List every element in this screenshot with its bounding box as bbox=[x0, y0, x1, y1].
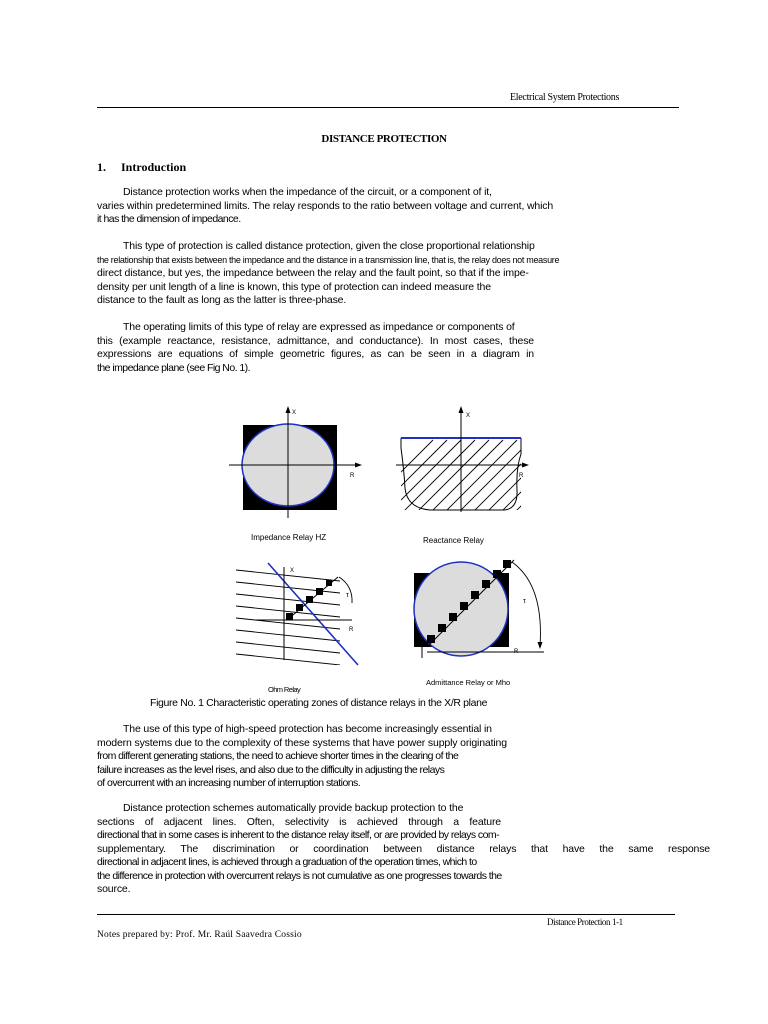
text-line: supplementary. The discrimination or coordination between distance relays that have the same response bbox=[97, 842, 710, 855]
mho-axis-r: R bbox=[514, 649, 519, 655]
ohm-axis-r: R bbox=[349, 627, 354, 633]
reactance-relay-diagram bbox=[353, 406, 587, 520]
text-line: distance to the fault as long as the latter is three-phase. bbox=[97, 294, 347, 306]
running-header: Electrical System Protections bbox=[510, 92, 620, 103]
mho-relay-diagram bbox=[414, 560, 544, 658]
text-line: direct distance, but yes, the impedance between the relay and the fault point, so that if the impe- bbox=[97, 267, 529, 279]
paragraph-5 bbox=[97, 802, 710, 897]
text-line: from different generating stations, the need to achieve shorter times in the clearing of the bbox=[97, 750, 459, 762]
paragraph-4 bbox=[97, 723, 507, 791]
text-line: This type of protection is called distance protection, given the close proportional relationship bbox=[123, 240, 535, 252]
document-title: DISTANCE PROTECTION bbox=[321, 133, 447, 145]
text-line: expressions are equations of simple geometric figures, as can be seen in a diagram in bbox=[97, 348, 534, 360]
section-heading bbox=[97, 160, 186, 175]
text-line: Distance protection schemes automatically provide backup protection to the bbox=[123, 802, 464, 814]
label-mho-relay: Admittance Relay or Mho bbox=[426, 678, 511, 687]
text-line: density per unit length of a line is known, this type of protection can indeed measure the bbox=[97, 280, 491, 293]
text-line: source. bbox=[97, 883, 131, 895]
label-ohm-relay: Ohm Relay bbox=[268, 685, 301, 694]
figure-caption: Figure No. 1 Characteristic operating zones of distance relays in the X/R plane bbox=[150, 697, 488, 709]
impedance-axis-x: X bbox=[292, 410, 297, 416]
text-line: the difference in protection with overcurrent relays is not cumulative as one progresses towards the bbox=[97, 869, 502, 882]
text-line: the impedance plane (see Fig No. 1). bbox=[97, 361, 250, 374]
text-line: The use of this type of high-speed protection has become increasingly essential in bbox=[123, 723, 492, 735]
label-reactance-relay: Reactance Relay bbox=[423, 536, 484, 545]
label-impedance-relay: Impedance Relay HZ bbox=[251, 533, 327, 542]
text-line: failure increases as the level rises, and also due to the difficulty in adjusting the relays bbox=[97, 763, 445, 776]
text-line: the relationship that exists between the impedance and the distance in a transmission line, that is, the relay does not measure bbox=[97, 254, 560, 265]
section-number: 1. bbox=[97, 160, 106, 174]
text-line: modern systems due to the complexity of these systems that have power supply originating bbox=[97, 736, 507, 749]
footer-page-label: Distance Protection 1-1 bbox=[547, 917, 623, 927]
paragraph-2 bbox=[97, 240, 559, 308]
footer-rule bbox=[97, 914, 675, 915]
text-line: sections of adjacent lines. Often, selectivity is achieved through a feature bbox=[97, 815, 501, 828]
reactance-axis-r: R bbox=[519, 473, 524, 479]
ohm-axis-x: X bbox=[290, 568, 295, 574]
paragraph-3 bbox=[97, 321, 534, 375]
text-line: The operating limits of this type of relay are expressed as impedance or components of bbox=[123, 321, 515, 333]
text-line: it has the dimension of impedance. bbox=[97, 213, 241, 225]
text-line: this (example reactance, resistance, admittance, and conductance). In most cases, these bbox=[97, 334, 534, 347]
text-line: directional that in some cases is inherent to the distance relay itself, or are provided by relays com- bbox=[97, 829, 500, 841]
paragraph-1 bbox=[97, 186, 553, 227]
impedance-relay-diagram bbox=[229, 406, 362, 518]
ohm-relay-diagram bbox=[236, 563, 358, 665]
figure-relay-characteristics bbox=[0, 395, 768, 695]
footer-author: Notes prepared by: Prof. Mr. Raúl Saavedra Cossio bbox=[97, 930, 302, 940]
text-line: varies within predetermined limits. The relay responds to the ratio between voltage and current, which bbox=[97, 199, 554, 212]
impedance-axis-r: R bbox=[350, 473, 355, 479]
text-line: of overcurrent with an increasing number of interruption stations. bbox=[97, 777, 361, 789]
text-line: Distance protection works when the impedance of the circuit, or a component of it, bbox=[123, 186, 492, 198]
text-line: directional in adjacent lines, is achieved through a graduation of the operation times, which to bbox=[97, 856, 477, 868]
header-rule bbox=[97, 107, 679, 108]
section-title: Introduction bbox=[121, 160, 187, 174]
ohm-tau: τ bbox=[346, 592, 349, 599]
mho-tau: τ bbox=[523, 598, 526, 605]
reactance-axis-x: X bbox=[466, 413, 471, 419]
